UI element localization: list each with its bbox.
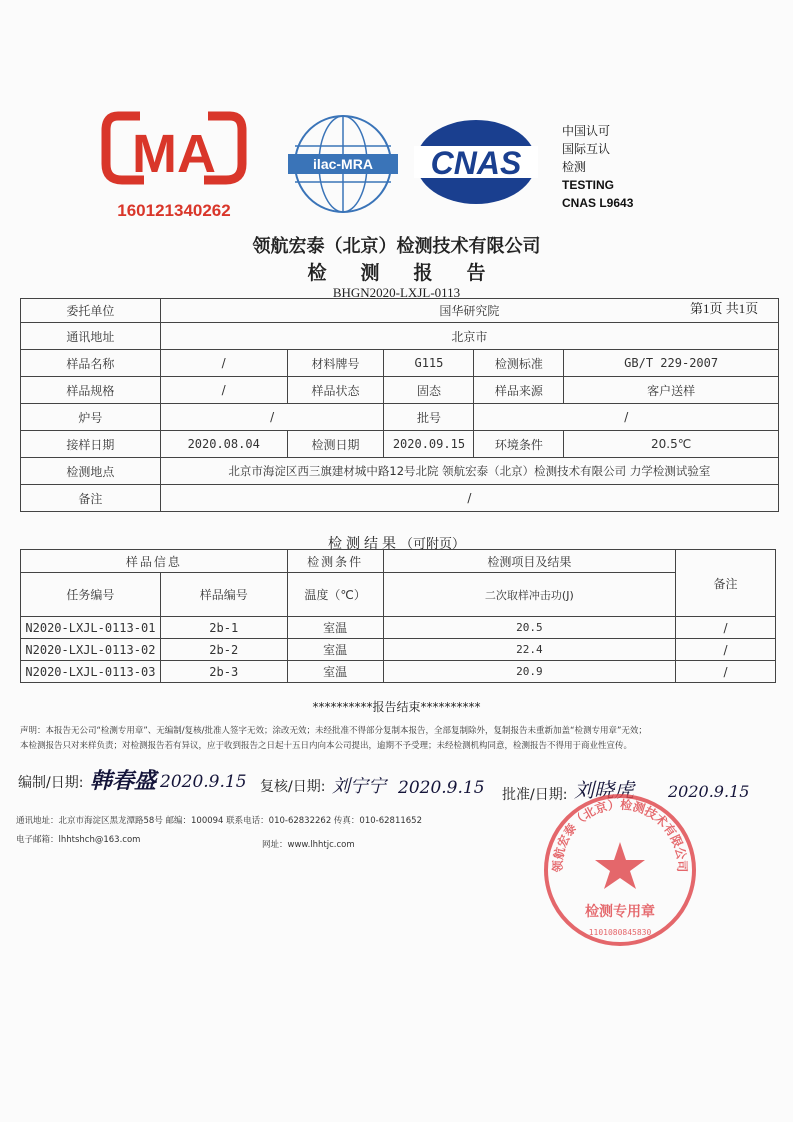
cnas-logo [412,116,540,208]
label-environment: 环境条件 [474,431,564,458]
label-location: 检测地点 [21,458,161,485]
col-sample-no: 样品编号 [160,573,287,617]
group-condition: 检测条件 [287,550,383,573]
cert-number: CNAS L9643 [562,196,634,210]
col-impact-energy: 二次取样冲击功(J) [383,573,676,617]
label-sample-name: 样品名称 [21,350,161,377]
task-no: N2020-LXJL-0113-03 [21,661,161,683]
sample-no: 2b-3 [160,661,287,683]
report-end-marker: **********报告结束********** [312,700,481,714]
approved-label: 批准/日期: [502,787,568,803]
inspection-seal-stamp [540,790,700,950]
label-address: 通讯地址 [21,323,161,350]
temperature: 室温 [287,617,383,639]
label-client: 委托单位 [21,299,161,323]
disclaimer-line: 声明：本报告无公司“检测专用章”、无编制/复核/批准人签字无效；涂改无效；未经批准不得部分复制本报告，全部复制除外，复制报告未重新加盖“检测专用章”无效； [20,726,647,736]
cma-text: MA [132,124,216,184]
cma-logo [100,108,248,226]
report-title: 检测报告 [307,262,520,284]
value-state: 固态 [384,377,474,404]
contact-info [16,812,422,850]
value-sample-name: / [160,350,287,377]
value-standard: GB/T 229-2007 [564,350,779,377]
ilac-text: ilac-MRA [313,156,373,172]
col-task-no: 任务编号 [21,573,161,617]
seal-ring-text: 领航宏泰（北京）检测技术有限公司 [550,797,690,873]
reviewed-date: 2020.9.15 [398,778,485,798]
label-material: 材料牌号 [287,350,384,377]
prepared-signature: 韩春盛 [90,768,157,794]
label-remark: 备注 [21,485,161,512]
seal-star-icon [595,842,645,889]
value-client: 国华研究院 [160,299,778,323]
col-temperature: 温度（℃） [287,573,383,617]
table-row [21,639,776,661]
value-spec: / [160,377,287,404]
disclaimer [20,724,782,754]
value-material: G115 [384,350,474,377]
label-test-date: 检测日期 [287,431,384,458]
results-note: （可附页） [399,537,465,552]
value-receive-date: 2020.08.04 [160,431,287,458]
company-name: 领航宏泰（北京）检测技术有限公司 [252,236,541,257]
prepared-date: 2020.9.15 [160,772,247,792]
cert-line: 中国认可 [562,124,611,138]
value-furnace: / [160,404,384,431]
results-table [20,549,776,683]
seal-number: 1101080845830 [588,928,652,937]
label-state: 样品状态 [287,377,384,404]
sample-no: 2b-1 [160,617,287,639]
label-furnace: 炉号 [21,404,161,431]
seal-center-text: 检测专用章 [585,904,655,920]
value-source: 客户送样 [564,377,779,404]
group-sample-info: 样品信息 [21,550,288,573]
value-address: 北京市 [160,323,778,350]
value-location: 北京市海淀区西三旗建材城中路12号北院 领航宏泰（北京）检测技术有限公司 力学检测试验室 [160,458,778,485]
task-no: N2020-LXJL-0113-02 [21,639,161,661]
page-count: 第1页 共1页 [690,301,759,316]
remark: / [676,661,776,683]
sample-no: 2b-2 [160,639,287,661]
value-remark: / [160,485,778,512]
impact-energy: 20.9 [383,661,676,683]
ilac-mra-logo [286,112,400,216]
table-row [21,661,776,683]
value-test-date: 2020.09.15 [384,431,474,458]
task-no: N2020-LXJL-0113-01 [21,617,161,639]
cma-number: 160121340262 [117,201,231,220]
results-heading: 检测结果 [327,536,400,552]
sample-info-table [20,298,779,512]
reviewed-signature: 刘宁宁 [332,776,386,797]
impact-energy: 22.4 [383,639,676,661]
disclaimer-line: 本检测报告只对来样负责；对检测报告若有异议，应于收到报告之日起十五日内向本公司提出，逾期不予受理；未经检测机构同意，检测报告不得用于商业性宣传。 [20,741,633,751]
cnas-text: CNAS [430,145,522,181]
contact-website: 网址：www.lhhtjc.com [262,840,355,850]
accreditation-block [562,122,633,212]
cert-line: 国际互认 [562,142,611,156]
value-environment: 20.5℃ [564,431,779,458]
reviewed-label: 复核/日期: [260,779,326,795]
cert-line: TESTING [562,178,615,192]
approved-signature: 刘晓虎 [574,778,634,802]
label-batch: 批号 [384,404,474,431]
label-source: 样品来源 [474,377,564,404]
remark: / [676,639,776,661]
cert-line: 检测 [562,160,587,174]
value-batch: / [474,404,779,431]
report-number: BHGN2020-LXJL-0113 [332,285,461,300]
contact-address: 通讯地址：北京市海淀区黑龙潭路58号 邮编：100094 联系电话：010-62832262 传真：010-62811652 [16,816,422,826]
prepared-label: 编制/日期: [18,775,84,791]
table-row [21,617,776,639]
remark: / [676,617,776,639]
label-receive-date: 接样日期 [21,431,161,458]
temperature: 室温 [287,661,383,683]
label-spec: 样品规格 [21,377,161,404]
temperature: 室温 [287,639,383,661]
approved-date: 2020.9.15 [668,782,750,801]
label-standard: 检测标准 [474,350,564,377]
impact-energy: 20.5 [383,617,676,639]
col-remark: 备注 [676,550,776,617]
group-items: 检测项目及结果 [383,550,676,573]
contact-email: 电子邮箱：lhhtshch@163.com [16,835,141,845]
